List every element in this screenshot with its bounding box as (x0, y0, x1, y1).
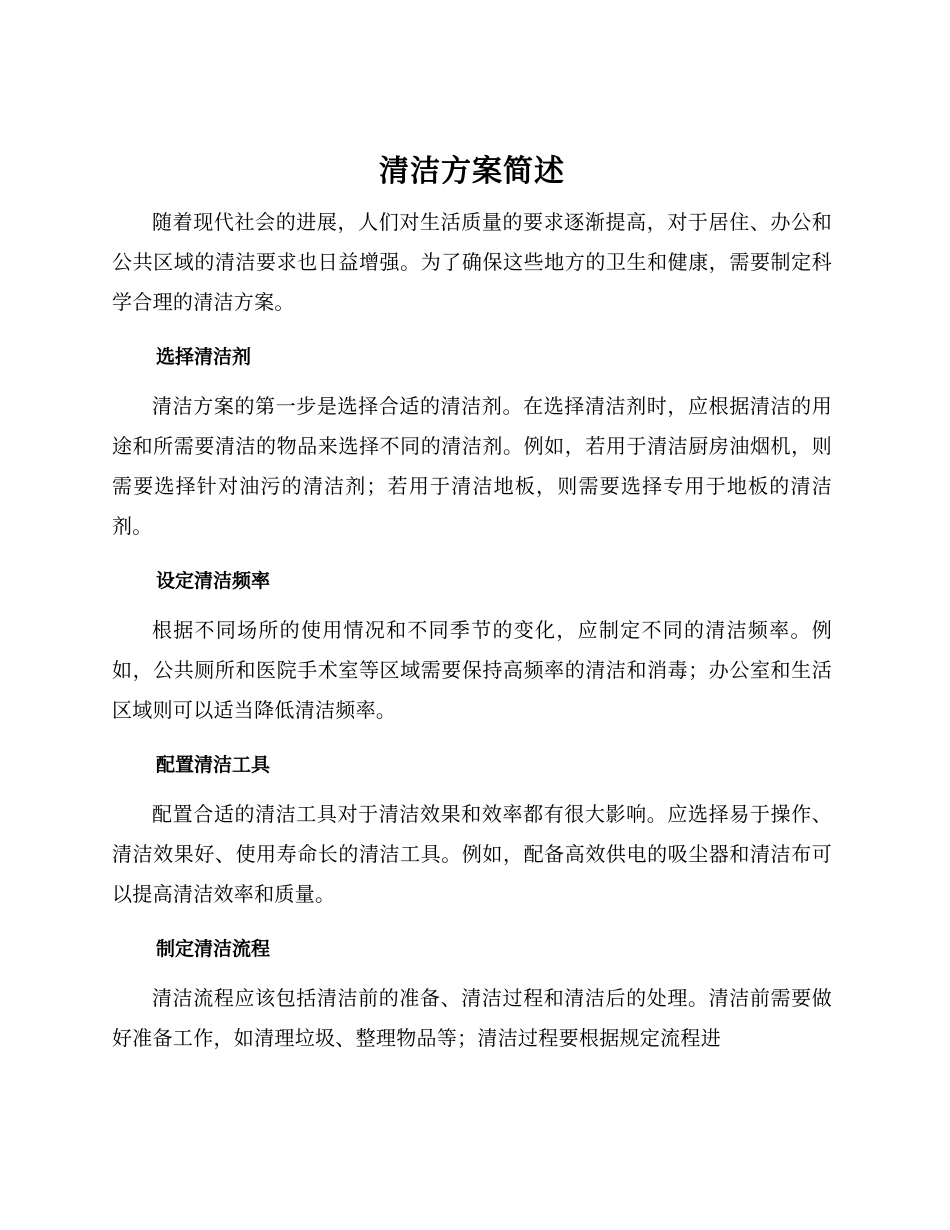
section-paragraph: 清洁方案的第一步是选择合适的清洁剂。在选择清洁剂时，应根据清洁的用途和所需要清洁的物品来选择不同的清洁剂。例如，若用于清洁厨房油烟机，则需要选择针对油污的清洁剂；若用于清洁地板，则需要选择专用于地板的清洁剂。 (112, 394, 832, 538)
section-heading: 选择清洁剂 (156, 346, 252, 368)
document-page (112, 150, 832, 1058)
section-choose-cleaner (112, 338, 832, 546)
intro-paragraph: 随着现代社会的进展，人们对生活质量的要求逐渐提高，对于居住、办公和公共区域的清洁要求也日益增强。为了确保这些地方的卫生和健康，需要制定科学合理的清洁方案。 (112, 210, 832, 314)
section-cleaning-process (112, 930, 832, 1058)
section-heading: 制定清洁流程 (156, 938, 271, 960)
section-cleaning-tools (112, 746, 832, 914)
section-paragraph: 配置合适的清洁工具对于清洁效果和效率都有很大影响。应选择易于操作、清洁效果好、使用寿命长的清洁工具。例如，配备高效供电的吸尘器和清洁布可以提高清洁效率和质量。 (112, 802, 832, 906)
section-heading: 配置清洁工具 (156, 754, 271, 776)
document-title: 清洁方案简述 (379, 154, 565, 189)
section-paragraph: 根据不同场所的使用情况和不同季节的变化，应制定不同的清洁频率。例如，公共厕所和医院手术室等区域需要保持高频率的清洁和消毒；办公室和生活区域则可以适当降低清洁频率。 (112, 618, 832, 722)
section-heading: 设定清洁频率 (156, 570, 271, 592)
section-cleaning-frequency (112, 562, 832, 730)
section-paragraph: 清洁流程应该包括清洁前的准备、清洁过程和清洁后的处理。清洁前需要做好准备工作，如清理垃圾、整理物品等；清洁过程要根据规定流程进 (112, 986, 832, 1050)
